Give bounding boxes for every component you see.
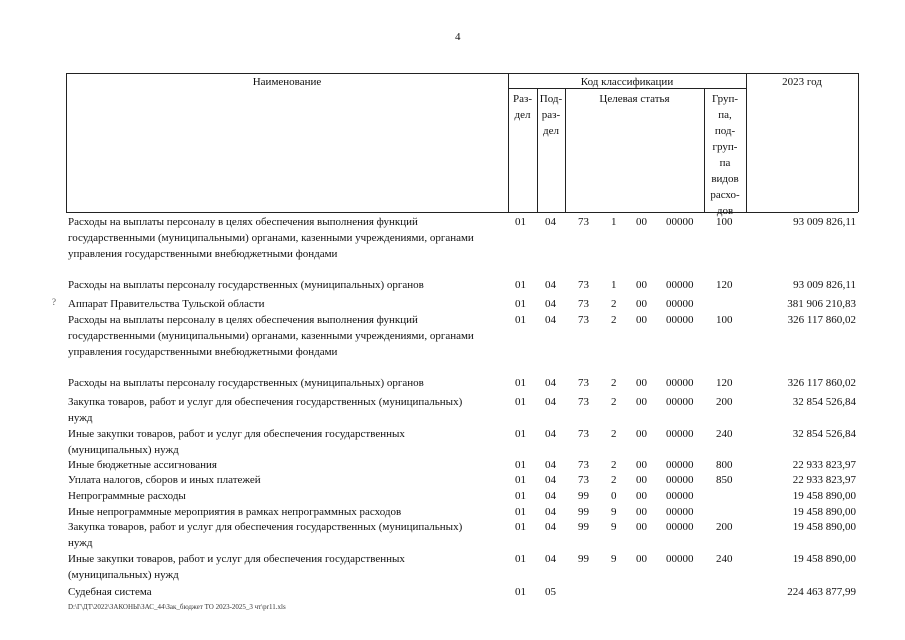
row-pr: 04 [545,279,556,291]
row-c2: 9 [611,553,617,565]
row-amount: 326 117 860,02 [787,377,856,389]
margin-mark: ? [52,297,56,307]
row-c4: 00000 [666,377,694,389]
row-c4: 00000 [666,490,694,502]
row-c2: 2 [611,396,617,408]
row-c2: 2 [611,474,617,486]
header-group-divider [746,73,747,212]
row-pr: 04 [545,216,556,228]
header-right-border [858,73,859,212]
row-c2: 2 [611,298,617,310]
row-c2: 2 [611,428,617,440]
row-vr: 200 [716,396,733,408]
row-rz: 01 [515,490,526,502]
header-year: 2023 год [782,76,822,88]
row-pr: 04 [545,490,556,502]
row-c4: 00000 [666,428,694,440]
row-c3: 00 [636,377,647,389]
row-c1: 73 [578,474,589,486]
row-name: Судебная система [68,586,152,598]
row-amount: 19 458 890,00 [792,553,856,565]
header-code: Код классификации [580,76,674,88]
row-rz: 01 [515,506,526,518]
row-c4: 00000 [666,314,694,326]
row-name: Расходы на выплаты персоналу государственных (муниципальных) органов [68,279,424,291]
row-pr: 04 [545,474,556,486]
row-pr: 04 [545,428,556,440]
row-amount: 326 117 860,02 [787,314,856,326]
row-c3: 00 [636,553,647,565]
row-amount: 32 854 526,84 [792,428,856,440]
row-name: Непрограммные расходы [68,490,186,502]
row-amount: 93 009 826,11 [793,279,856,291]
row-rz: 01 [515,428,526,440]
row-c1: 73 [578,216,589,228]
row-pr: 04 [545,377,556,389]
row-amount: 19 458 890,00 [792,506,856,518]
row-name: Расходы на выплаты персоналу в целях обеспечения выполнения функций государственными (муниципальными) органами, казенными учреждениями, органами управления государственными внебюджетными фондами [68,314,474,358]
row-c4: 00000 [666,553,694,565]
row-c4: 00000 [666,506,694,518]
row-c4: 00000 [666,279,694,291]
page-number: 4 [455,31,461,43]
row-c1: 73 [578,314,589,326]
file-path-footer: D:\Г\ДТ\2022\ЗАКОНЫ\ЗАС_44\Зак_бюджет ТО 2023-2025_3 чт\pr11.xls [68,603,286,611]
row-name: Закупка товаров, работ и услуг для обеспечения государственных (муниципальных) нужд [68,396,463,424]
row-c3: 00 [636,521,647,533]
row-c1: 73 [578,298,589,310]
row-vr: 200 [716,521,733,533]
row-rz: 01 [515,553,526,565]
row-amount: 22 933 823,97 [792,459,856,471]
row-rz: 01 [515,298,526,310]
row-c3: 00 [636,314,647,326]
row-name: Закупка товаров, работ и услуг для обеспечения государственных (муниципальных) нужд [68,521,463,549]
row-name: Иные бюджетные ассигнования [68,459,217,471]
row-c2: 1 [611,216,617,228]
row-c2: 0 [611,490,617,502]
row-amount: 224 463 877,99 [787,586,856,598]
row-c4: 00000 [666,459,694,471]
row-vr: 120 [716,279,733,291]
row-vr: 120 [716,377,733,389]
row-pr: 04 [545,298,556,310]
row-name: Иные закупки товаров, работ и услуг для обеспечения государственных (муниципальных) нужд [68,553,405,581]
row-c1: 73 [578,459,589,471]
row-c4: 00000 [666,298,694,310]
row-vr: 240 [716,428,733,440]
row-amount: 93 009 826,11 [793,216,856,228]
row-c2: 2 [611,377,617,389]
row-c3: 00 [636,279,647,291]
row-pr: 04 [545,521,556,533]
row-rz: 01 [515,396,526,408]
row-pr: 04 [545,314,556,326]
row-c3: 00 [636,298,647,310]
row-amount: 19 458 890,00 [792,521,856,533]
row-amount: 32 854 526,84 [792,396,856,408]
row-vr: 800 [716,459,733,471]
row-pr: 04 [545,459,556,471]
row-c2: 9 [611,506,617,518]
row-c4: 00000 [666,216,694,228]
row-name: Иные закупки товаров, работ и услуг для обеспечения государственных (муниципальных) нужд [68,428,405,456]
row-c3: 00 [636,506,647,518]
row-vr: 240 [716,553,733,565]
row-c2: 9 [611,521,617,533]
row-c1: 99 [578,490,589,502]
row-c2: 1 [611,279,617,291]
row-vr: 100 [716,216,733,228]
header-left-border [66,73,67,212]
row-name: Расходы на выплаты персоналу в целях обеспечения выполнения функций государственными (муниципальными) органами, казенными учреждениями, органами управления государственными внебюджетными фондами [68,216,474,260]
row-c4: 00000 [666,396,694,408]
row-pr: 04 [545,506,556,518]
row-c3: 00 [636,474,647,486]
header-podrazdel: Под- раз- дел [539,93,563,137]
row-c1: 73 [578,396,589,408]
row-c3: 00 [636,459,647,471]
row-pr: 04 [545,553,556,565]
row-amount: 19 458 890,00 [792,490,856,502]
row-c1: 99 [578,553,589,565]
row-rz: 01 [515,459,526,471]
row-amount: 381 906 210,83 [787,298,856,310]
row-name: Уплата налогов, сборов и иных платежей [68,474,261,486]
row-c2: 2 [611,459,617,471]
header-target: Целевая статья [599,93,670,105]
row-rz: 01 [515,279,526,291]
row-vr: 100 [716,314,733,326]
row-c1: 99 [578,506,589,518]
row-vr: 850 [716,474,733,486]
row-rz: 01 [515,377,526,389]
row-pr: 04 [545,396,556,408]
header-razdel: Раз- дел [512,93,532,121]
row-rz: 01 [515,474,526,486]
row-rz: 01 [515,314,526,326]
row-rz: 01 [515,521,526,533]
row-c3: 00 [636,216,647,228]
row-c3: 00 [636,428,647,440]
header-group: Груп- па, под- груп- па видов расхо- дов [710,93,740,217]
row-c1: 73 [578,377,589,389]
row-rz: 01 [515,586,526,598]
header-name: Наименование [252,76,322,88]
row-c4: 00000 [666,474,694,486]
row-c2: 2 [611,314,617,326]
row-name: Расходы на выплаты персоналу государственных (муниципальных) органов [68,377,424,389]
row-c1: 73 [578,279,589,291]
row-c1: 99 [578,521,589,533]
row-pr: 05 [545,586,556,598]
row-rz: 01 [515,216,526,228]
row-c3: 00 [636,396,647,408]
row-amount: 22 933 823,97 [792,474,856,486]
row-name: Аппарат Правительства Тульской области [68,298,265,310]
row-c1: 73 [578,428,589,440]
row-c4: 00000 [666,521,694,533]
row-c3: 00 [636,490,647,502]
row-name: Иные непрограммные мероприятия в рамках непрограммных расходов [68,506,402,518]
